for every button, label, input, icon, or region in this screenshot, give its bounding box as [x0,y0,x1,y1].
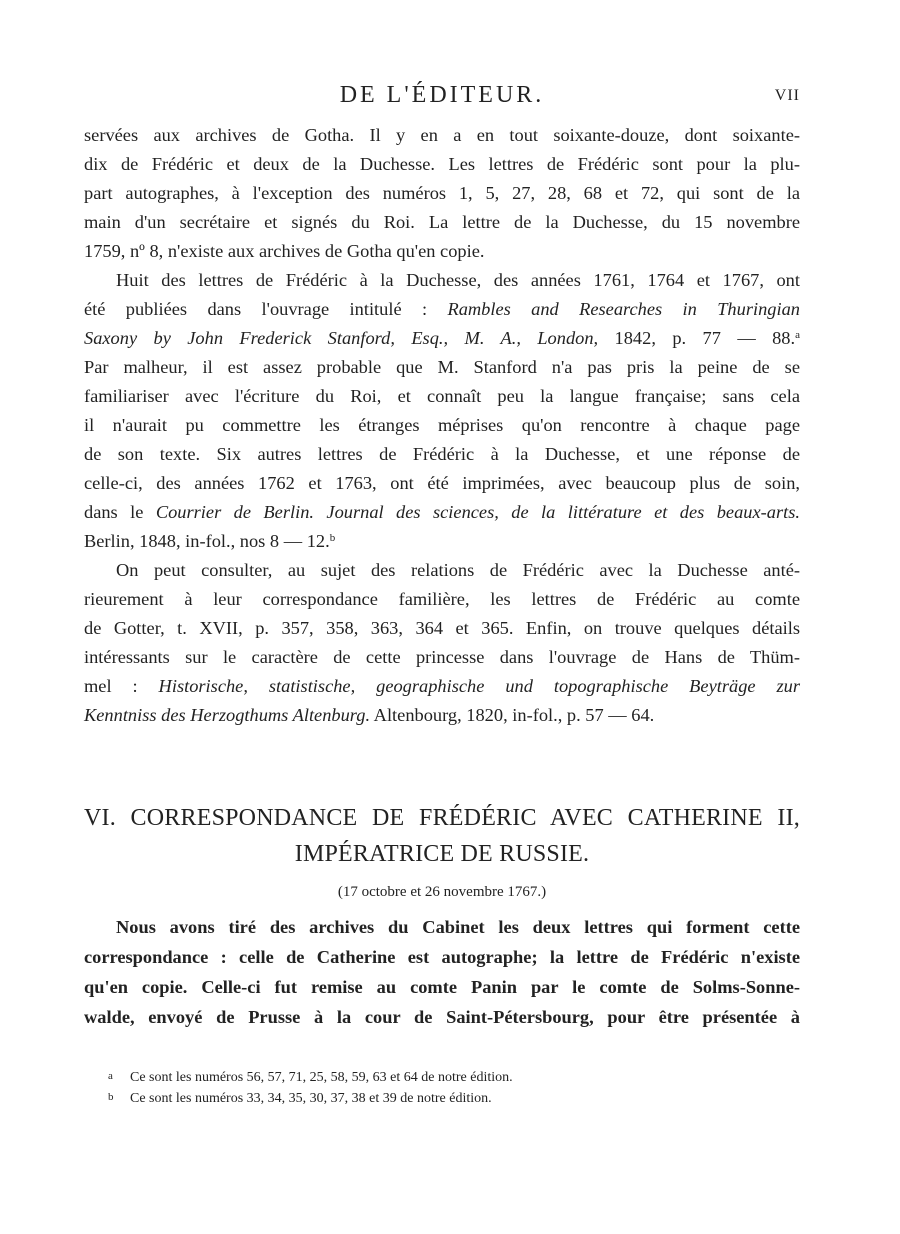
paragraph-archives [84,121,800,266]
text-line [84,498,800,527]
running-head [84,80,800,116]
section-title-line: VI. CORRESPONDANCE DE FRÉDÉRIC AVEC CATHERINE II, [84,805,800,831]
text-line: walde, envoyé de Prusse à la cour de Saint-Pétersbourg, pour être présentée à [84,1007,800,1027]
paragraph-consult [84,556,800,730]
text-line [84,295,800,324]
book-title-italic: Saxony by John Frederick Stanford, Esq., M. A., London, [84,328,599,348]
section-dates: (17 octobre et 26 novembre 1767.) [337,884,547,900]
text-line: main d'un secrétaire et signés du Roi. La lettre de la Duchesse, du 15 novembre [84,212,800,232]
text-line [84,324,800,353]
text-line: correspondance : celle de Catherine est autographe; la lettre de Frédéric n'existe [84,947,800,967]
journal-title-italic: Courrier de Berlin. Journal des sciences, de la littérature et des beaux-arts. [155,502,800,522]
page-number: VII [774,87,800,104]
text-run: dans le [84,502,156,522]
footnote-mark: b [108,1091,114,1103]
paragraph-catherine [84,912,800,1032]
footnote-text: Ce sont les numéros 56, 57, 71, 25, 58, 59, 63 et 64 de notre édition. [130,1070,513,1085]
text-line [84,701,800,730]
text-line: dix de Frédéric et deux de la Duchesse. Les lettres de Frédéric sont pour la plu- [84,154,800,174]
footnote [108,1066,513,1087]
text-run: 1842, p. 77 — 88. [598,328,796,348]
text-line: rieurement à leur correspondance familière, les lettres de Frédéric au comte [84,589,800,609]
footnote-ref: b [329,532,336,544]
text-line: il n'aurait pu commettre les étranges méprises qu'on rencontre à chaque page [84,415,800,435]
footnotes [108,1066,513,1108]
text-line: de son texte. Six autres lettres de Frédéric à la Duchesse, et une réponse de [84,444,800,464]
footnote-text: Ce sont les numéros 33, 34, 35, 30, 37, 38 et 39 de notre édition. [130,1091,492,1106]
footnote-mark: a [108,1070,113,1082]
text-line [84,672,800,701]
book-title-italic: Historische, statistische, geographische und topographische Beyträge zur [158,676,800,696]
footnote [108,1087,513,1108]
text-line: Huit des lettres de Frédéric à la Duchesse, des années 1761, 1764 et 1767, ont [116,270,800,290]
book-title-italic: Kenntniss des Herzogthums Altenburg. [84,705,371,725]
text-line: servées aux archives de Gotha. Il y en a en tout soixante-douze, dont soixante- [84,125,800,145]
text-line: 1759, nº 8, n'existe aux archives de Gotha qu'en copie. [84,241,485,261]
section-title-line: IMPÉRATRICE DE RUSSIE. [294,841,590,867]
text-line: qu'en copie. Celle-ci fut remise au comte Panin par le comte de Solms-Sonne- [84,977,800,997]
text-line: Par malheur, il est assez probable que M. Stanford n'a pas pris la peine de se [84,357,800,377]
text-line: familiariser avec l'écriture du Roi, et connaît peu la langue française; sans cela [84,386,800,406]
text-line: On peut consulter, au sujet des relations de Frédéric avec la Duchesse anté- [116,560,800,580]
footnote-ref: a [795,329,800,341]
text-line: celle-ci, des années 1762 et 1763, ont été imprimées, avec beaucoup plus de soin, [84,473,800,493]
text-run: Altenbourg, 1820, in-fol., p. 57 — 64. [370,705,655,725]
section-heading [84,800,800,906]
text-line [84,527,800,556]
text-line: de Gotter, t. XVII, p. 357, 358, 363, 364 et 365. Enfin, on trouve quelques détails [84,618,800,638]
text-line: intéressants sur le caractère de cette princesse dans l'ouvrage de Hans de Thüm- [84,647,800,667]
text-run: Berlin, 1848, in-fol., nos 8 — 12. [84,531,330,551]
text-run: mel : [84,676,159,696]
paragraph-publications [84,266,800,556]
text-line: Nous avons tiré des archives du Cabinet les deux lettres qui forment cette [116,917,800,937]
text-line: part autographes, à l'exception des numéros 1, 5, 27, 28, 68 et 72, qui sont de la [84,183,800,203]
book-title-italic: Rambles and Researches in Thuringian [447,299,800,319]
text-run: été publiées dans l'ouvrage intitulé : [84,299,448,319]
body-text-top [84,121,800,730]
running-title: DE L'ÉDITEUR. [339,82,545,108]
